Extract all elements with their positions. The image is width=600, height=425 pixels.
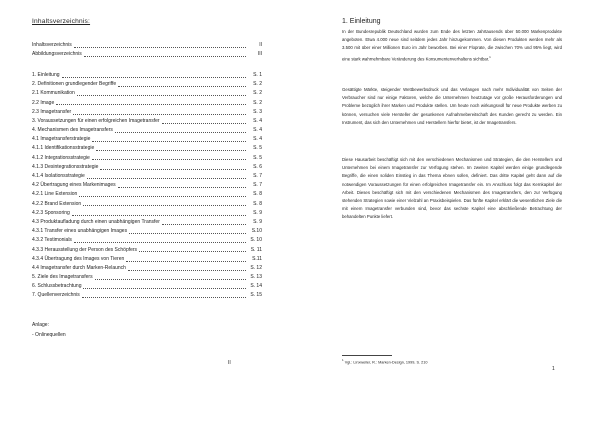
annex-title: Anlage: bbox=[32, 322, 49, 328]
toc-entry bbox=[32, 117, 262, 126]
toc-entry bbox=[32, 71, 262, 80]
table-of-contents bbox=[32, 71, 262, 301]
toc-leader-dots bbox=[79, 196, 246, 197]
toc-entry-label: 4.2.2 Brand Extension bbox=[32, 200, 82, 207]
toc-entry-page: S. 14 bbox=[250, 283, 262, 290]
toc-entry-label: 4.1.3 Desintegrationsstrategie bbox=[32, 163, 99, 170]
toc-leader-dots bbox=[96, 150, 246, 151]
toc-entry-page: S. 5 bbox=[253, 145, 262, 152]
footnote-number: 1 bbox=[342, 358, 344, 362]
right-page bbox=[304, 0, 600, 425]
toc-entry-page: S. 9 bbox=[253, 218, 262, 225]
toc-entry bbox=[32, 181, 262, 190]
toc-entry-label: 2.2 Image bbox=[32, 99, 55, 106]
toc-entry bbox=[32, 218, 262, 227]
toc-entry-label: 1. Einleitung bbox=[32, 71, 60, 78]
toc-leader-dots bbox=[74, 242, 246, 243]
toc-entry-page: S. 4 bbox=[253, 136, 262, 143]
page-number-left: II bbox=[228, 360, 231, 366]
toc-entry-label: 4.1.4 Isolationsstrategie bbox=[32, 173, 85, 180]
toc-front-matter bbox=[32, 41, 262, 59]
toc-entry-label: 4.3 Produktaufladung durch einen unabhängigen Transfer bbox=[32, 218, 160, 225]
footnote-mark: 1 bbox=[489, 54, 491, 59]
toc-entry bbox=[32, 209, 262, 218]
toc-leader-dots bbox=[73, 114, 246, 115]
toc-entry-page: S. 6 bbox=[253, 163, 262, 170]
toc-leader-dots bbox=[92, 141, 246, 142]
toc-entry bbox=[32, 246, 262, 255]
toc-entry-label: 4. Mechanismen des Imagetransfers bbox=[32, 127, 113, 134]
toc-entry-label: 4.3.2 Testimonials bbox=[32, 237, 72, 244]
toc-entry-page: S.11 bbox=[252, 255, 262, 262]
toc-entry-page: S. 7 bbox=[253, 182, 262, 189]
toc-leader-dots bbox=[62, 77, 246, 78]
toc-entry-page: S. 11 bbox=[250, 246, 262, 253]
toc-entry-label: 4.1 Imagetransferstrategie bbox=[32, 136, 91, 143]
toc-entry bbox=[32, 145, 262, 154]
toc-entry-label: 4.2.1 Line Extension bbox=[32, 191, 78, 198]
annex bbox=[32, 320, 66, 340]
toc-entry-label: 6. Schlussbetrachtung bbox=[32, 283, 82, 290]
toc-entry-page: S.10 bbox=[251, 228, 262, 235]
toc-entry bbox=[32, 135, 262, 144]
footnote bbox=[342, 358, 427, 364]
toc-leader-dots bbox=[162, 224, 246, 225]
toc-entry-page: S. 2 bbox=[253, 99, 262, 106]
toc-entry-page: S. 2 bbox=[253, 90, 262, 97]
toc-entry bbox=[32, 89, 262, 98]
toc-entry-label: 4.3.3 Herausstellung der Person des Schöpfers bbox=[32, 246, 138, 253]
left-page bbox=[0, 0, 296, 425]
footnote-rule bbox=[342, 355, 392, 356]
toc-entry-label: 2.3 Imagetransfer bbox=[32, 108, 72, 115]
paragraph-2: Gesättigte Märkte, steigender Wettbewerbsdruck und das Verlangen nach mehr Individualität von Seiten der Verbraucher sind nur einige Faktoren, welche die Unternehmen heutzutage vor große Herausforderungen und Probleme bezüglich ihrer Marken und Produkte stellen. Um heute noch wirkungsvoll für neue Produkte werben zu können, versuchen viele Hersteller der gesunkenen Aufnahmebereitschaft des Kunden gerecht zu werden. Ein Instrument, das sich den Unternehmen und Herstellern hierfür bietet, ist der Imagetransfers. bbox=[342, 87, 562, 125]
toc-leader-dots bbox=[118, 86, 246, 87]
toc-entry-page: S. 4 bbox=[253, 117, 262, 124]
toc-entry bbox=[32, 282, 262, 291]
toc-entry-page: S. 15 bbox=[250, 292, 262, 299]
toc-entry-page: II bbox=[259, 41, 262, 48]
toc-entry-label: 4.1.2 Integrationsstrategie bbox=[32, 154, 90, 161]
toc-leader-dots bbox=[95, 279, 246, 280]
toc-entry-label: 2. Definitionen grundlegender Begriffe bbox=[32, 81, 117, 88]
toc-entry bbox=[32, 41, 262, 50]
toc-entry-label: 4.4 Imagetransfer durch Marken-Relaunch bbox=[32, 264, 126, 271]
toc-entry-page: S. 8 bbox=[253, 191, 262, 198]
toc-entry-page: S. 8 bbox=[253, 200, 262, 207]
toc-entry-label: 5. Ziele des Imagetransfers bbox=[32, 274, 93, 281]
toc-entry bbox=[32, 126, 262, 135]
toc-leader-dots bbox=[162, 123, 246, 124]
toc-entry bbox=[32, 163, 262, 172]
toc-entry-page: S. 12 bbox=[250, 264, 262, 271]
toc-entry-label: 3. Voraussetzungen für einen erfolgreichen Imagetransfer bbox=[32, 117, 160, 124]
annex-item: - Onlinequellen bbox=[32, 332, 66, 338]
page-gutter bbox=[296, 0, 304, 425]
toc-entry-label: 4.1.1 Identifikationsstrategie bbox=[32, 145, 95, 152]
paragraph-1-text: In der Bundesrepublik Deutschland wurden zum Ende des letzten Jahrtausends über 50.000 Markenprodukte angeboten. Etwa 4.000 neue sind seitdem jedes Jahr hinzugekommen. Von diesen Produkten werden mehr als 3.500 mit über einer Millionen Euro im Jahr beworben. Bei einer Floprate, die zwischen 70% und 95% liegt, wird eine stark wahrnehmbare Veränderung des Konsumentenverhaltens sichtbar. bbox=[342, 29, 562, 62]
toc-entry-page: S. 2 bbox=[253, 81, 262, 88]
toc-entry-label: Inhaltsverzeichnis bbox=[32, 41, 72, 48]
toc-entry-page: S. 1 bbox=[253, 71, 262, 78]
toc-entry bbox=[32, 227, 262, 236]
toc-entry bbox=[32, 264, 262, 273]
toc-entry-label: Abbildungsverzeichnis bbox=[32, 51, 82, 58]
toc-entry-label: 4.3.4 Übertragung des Images von Tieren bbox=[32, 255, 125, 262]
toc-entry bbox=[32, 108, 262, 117]
toc-entry-page: S. 3 bbox=[253, 108, 262, 115]
toc-entry bbox=[32, 172, 262, 181]
toc-leader-dots bbox=[87, 178, 246, 179]
toc-entry-label: 4.2 Übertragung eines Markenimages bbox=[32, 182, 116, 189]
toc-entry bbox=[32, 99, 262, 108]
toc-entry bbox=[32, 236, 262, 245]
toc-entry-page: S. 4 bbox=[253, 127, 262, 134]
toc-leader-dots bbox=[83, 205, 246, 206]
toc-leader-dots bbox=[100, 169, 246, 170]
toc-entry-label: 4.3.1 Transfer eines unabhängigen Images bbox=[32, 228, 128, 235]
toc-entry-page: S. 9 bbox=[253, 209, 262, 216]
chapter-title: 1. Einleitung bbox=[342, 18, 381, 25]
toc-leader-dots bbox=[126, 261, 246, 262]
toc-entry bbox=[32, 190, 262, 199]
toc-entry bbox=[32, 200, 262, 209]
toc-leader-dots bbox=[84, 56, 246, 57]
toc-entry bbox=[32, 292, 262, 301]
toc-leader-dots bbox=[139, 251, 246, 252]
toc-entry bbox=[32, 273, 262, 282]
toc-entry-page: III bbox=[257, 51, 262, 58]
toc-entry-page: S. 7 bbox=[253, 173, 262, 180]
toc-entry bbox=[32, 80, 262, 89]
toc-entry-label: 4.2.3 Sponsoring bbox=[32, 209, 70, 216]
toc-entry-page: S. 5 bbox=[253, 154, 262, 161]
page-number-right: 1 bbox=[552, 366, 555, 372]
toc-entry bbox=[32, 255, 262, 264]
toc-leader-dots bbox=[56, 104, 246, 105]
toc-title: Inhaltsverzeichnis: bbox=[32, 18, 91, 25]
toc-leader-dots bbox=[74, 47, 246, 48]
toc-leader-dots bbox=[129, 233, 246, 234]
paragraph-3: Diese Hausarbeit beschäftigt sich mit den verschiedenen Mechanismen und Strategien, die den Herstellern und Unternehmen bei einem Imagetransfer zur Verfügung stehen. Im zweiten Kapitel werden einige grundlegende Begriffe, die einen soliden Einstieg in das Thema ebnen sollen, definiert. Das dritte Kapitel geht dann auf die notwendigen Voraussetzungen für einen erfolgreichen Imagetransfer ein. Im Anschluss folgt das Kernkapitel der Arbeit. Dieses beschäftigt sich mit den verschiedenen Mechanismen des Imagetransfers, den zur Verfügung stehenden Strategien sowie einer Vielzahl an Praxisbeispielen. Das fünfte Kapitel erklärt die wesentlichen Ziele die mit einem Imagetransfer verbunden sind, bevor das sechste Kapitel eine abschließende Betrachtung der behandelten Punkte liefert. bbox=[342, 157, 562, 220]
toc-entry-label: 2.1 Kommunikation bbox=[32, 90, 75, 97]
toc-leader-dots bbox=[115, 132, 246, 133]
toc-entry-label: 7. Quellenverzeichnis bbox=[32, 292, 80, 299]
paragraph-1 bbox=[342, 28, 562, 63]
toc-leader-dots bbox=[128, 270, 246, 271]
toc-leader-dots bbox=[118, 187, 246, 188]
toc-leader-dots bbox=[77, 95, 246, 96]
toc-entry-page: S. 13 bbox=[250, 274, 262, 281]
toc-entry-page: S. 10 bbox=[250, 237, 262, 244]
toc-entry bbox=[32, 154, 262, 163]
toc-leader-dots bbox=[72, 215, 246, 216]
toc-entry bbox=[32, 50, 262, 59]
footnote-text: Vgl.: Linxweiler, R.: Marken-Design, 1999, S. 210 bbox=[344, 360, 428, 365]
toc-leader-dots bbox=[82, 297, 246, 298]
toc-leader-dots bbox=[92, 159, 246, 160]
toc-leader-dots bbox=[83, 288, 246, 289]
